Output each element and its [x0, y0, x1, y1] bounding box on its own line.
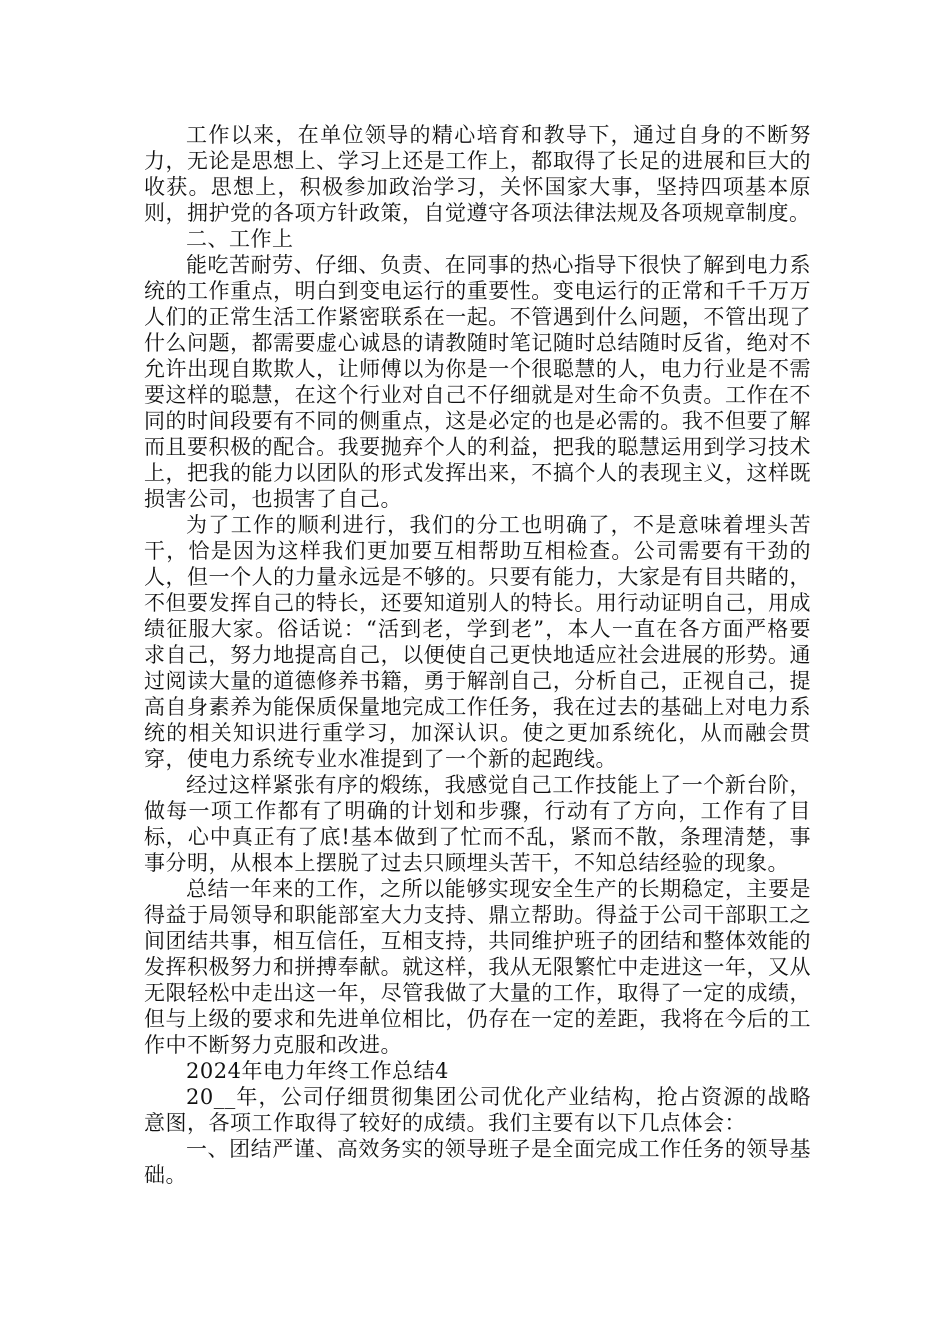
paragraph-teamwork: 为了工作的顺利进行，我们的分工也明确了，不是意味着埋头苦干，恰是因为这样我们更加要互相帮助互相检查。公司需要有干劲的人，但一个人的力量永远是不够的。只要有能力，大家是有目共睹的，不但要发挥自己的特长，还要知道别人的特长。用行动证明自己，用成绩征服大家。俗话说：“活到老，学到老”，本人一直在各方面严格要求自己，努力地提高自己，以便使自己更快地适应社会进展的形势。通过阅读大量的道德修养书籍，勇于解剖自己，分析自己，正视自己，提高自身素养为能保质保量地完成工作任务，我在过去的基础上对电力系统的相关知识进行重学习，加深认识。使之更加系统化，从而融会贯穿，使电力系统专业水准提到了一个新的起跑线。 — [144, 513, 811, 771]
document-body — [144, 122, 811, 1188]
paragraph-year-summary: 总结一年来的工作，之所以能够实现安全生产的长期稳定，主要是得益于局领导和职能部室大力支持、鼎立帮助。得益于公司干部职工之间团结共事，相互信任，互相支持，共同维护班子的团结和整体效能的发挥积极努力和拼搏奉献。就这样，我从无限繁忙中走进这一年，又从无限轻松中走出这一年，尽管我做了大量的工作，取得了一定的成绩，但与上级的要求和先进单位相比，仍存在一定的差距，我将在今后的工作中不断努力克服和改进。 — [144, 877, 811, 1057]
section-heading-work: 二、工作上 — [186, 227, 294, 251]
paragraph-leadership: 一、团结严谨、高效务实的领导班子是全面完成工作任务的领导基础。 — [144, 1137, 811, 1187]
paragraph-company-intro: 20__年，公司仔细贯彻集团公司优化产业结构，抢占资源的战略意图，各项工作取得了较好的成绩。我们主要有以下几点体会： — [144, 1085, 811, 1135]
paragraph-work-attitude: 能吃苦耐劳、仔细、负责、在同事的热心指导下很快了解到电力系统的工作重点，明白到变电运行的重要性。变电运行的正常和千千万万人们的正常生活工作紧密联系在一起。不管遇到什么问题，不管出现了什么问题，都需要虚心诚恳的请教随时笔记随时总结随时反省，绝对不允许出现自欺欺人，让师傅以为你是一个很聪慧的人，电力行业是不需要这样的聪慧，在这个行业对自己不仔细就是对生命不负责。工作在不同的时间段要有不同的侧重点，这是必定的也是必需的。我不但要了解而且要积极的配合。我要抛弃个人的利益，把我的聪慧运用到学习技术上，把我的能力以团队的形式发挥出来，不搞个人的表现主义，这样既损害公司，也损害了自己。 — [144, 253, 811, 511]
section-title-summary-4: 2024年电力年终工作总结4 — [186, 1059, 449, 1083]
paragraph-training: 经过这样紧张有序的煅练，我感觉自己工作技能上了一个新台阶，做每一项工作都有了明确的计划和步骤，行动有了方向，工作有了目标，心中真正有了底!基本做到了忙而不乱，紧而不散，条理清楚，事事分明，从根本上摆脱了过去只顾埋头苦干，不知总结经验的现象。 — [144, 773, 811, 875]
paragraph-intro: 工作以来，在单位领导的精心培育和教导下，通过自身的不断努力，无论是思想上、学习上还是工作上，都取得了长足的进展和巨大的收获。思想上，积极参加政治学习，关怀国家大事，坚持四项基本原则，拥护党的各项方针政策，自觉遵守各项法律法规及各项规章制度。 — [144, 123, 811, 225]
